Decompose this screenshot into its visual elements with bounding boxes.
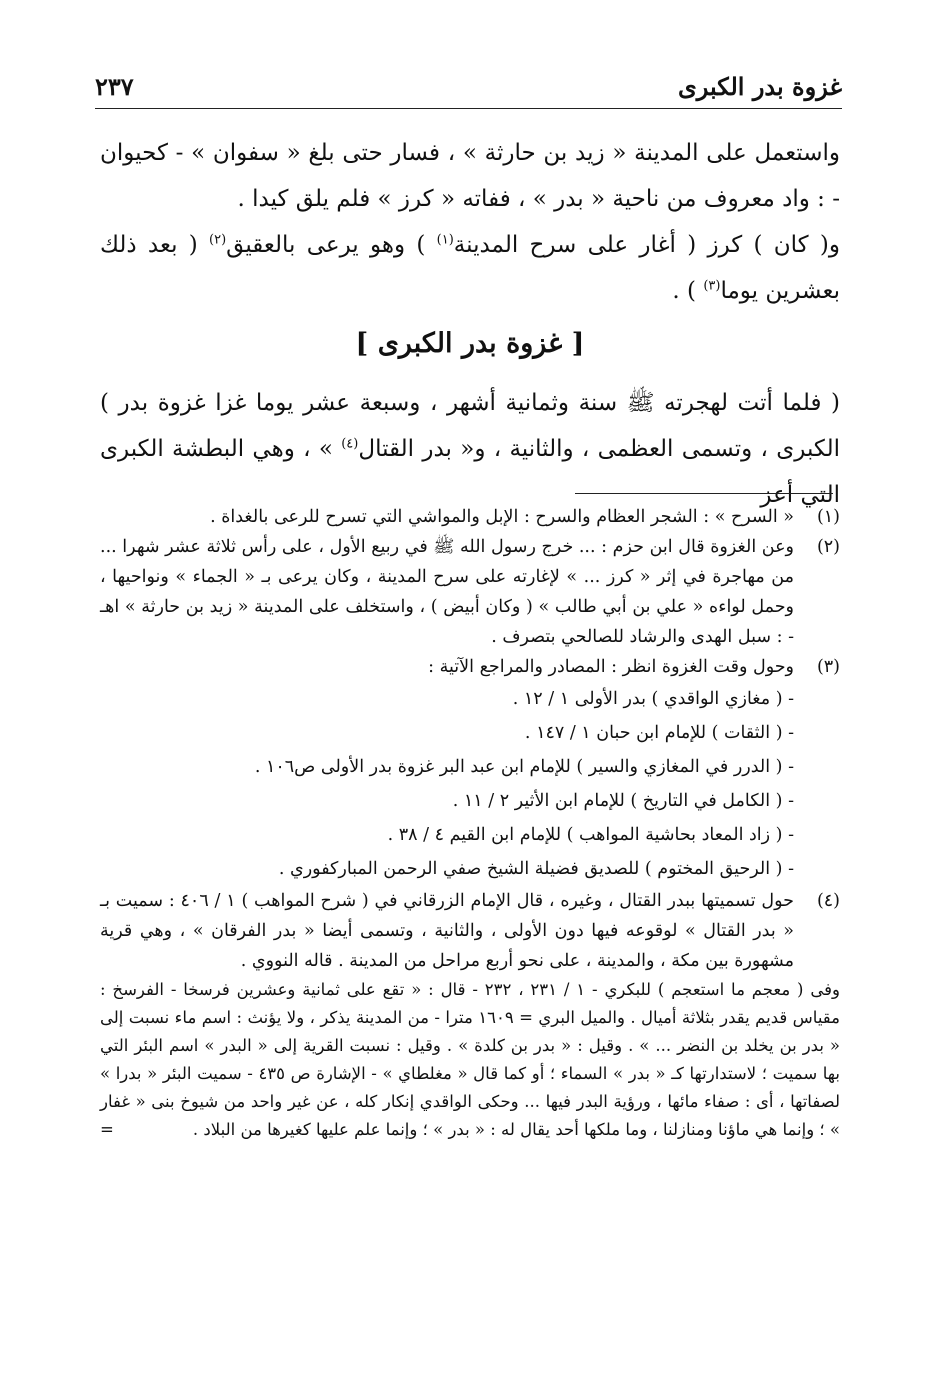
paragraph-3: [100, 380, 840, 518]
section-title: [ غزوة بدر الكبرى ]: [355, 328, 585, 359]
footnote-intro: وحول وقت الغزوة انظر : المصادر والمراجع الآتية :: [428, 657, 794, 677]
reference-list: [100, 682, 794, 886]
reference-item: - ( الكامل في التاريخ ) للإمام ابن الأثير ٢ / ١١ .: [452, 791, 794, 811]
running-title: غزوة بدر الكبرى: [677, 72, 842, 101]
header-divider: [95, 108, 842, 109]
paragraph-2-part-d: ) .: [672, 278, 704, 304]
footnote-text-a: حول تسميتها ببدر القتال ، وغيره ، قال الإمام الزرقاني في ( شرح المواهب ) ١ / ٤٠٦ : سميت بـ « بدر القتال » لوقوعه فيها دون الأولى ، والثانية ، وتسمى أيضا « بدر الفرقان » ، وهي قرية مشهورة بين مكة ، والمدينة ، على نحو أربع مراحل من المدينة . قاله النووي .: [100, 891, 794, 971]
footnote-text-b: وفى ( معجم ما استعجم ) للبكري - ١ / ٢٣١ ، ٢٣٢ - قال : « تقع على ثمانية وعشرين فرسخا - الفرسخ : مقياس قديم يقدر بثلاثة أميال . والميل البري = ١٦٠٩ مترا - من المدينة يذكر ، ولا يؤنث : اسم ماء نسبت إلى « بدر بن يخلد بن النضر ... » . وقيل : « بدر بن كلدة » . وقيل : نسبت القرية إلى « البدر » اسم البئر التي بها سميت ؛ لاستدارتها كـ « بدر » السماء ؛ أو كما قال « مغلطاي » - الإشارة ص ٤٣٥ - سميت البئر « بدرا » لصفاتها ، أى : صفاء مائها ، ورؤية البدر فيها ... وحكى الواقدي إنكار كله ، عن غير واحد من شيوخ بنى « غفار » ؛ وإنما هي ماؤنا ومنازلنا ، وما ملكها أحد يقال له : « بدر » ؛ وإنما علم عليها كغيرها من البلاد .: [100, 980, 841, 1139]
footnote-text: وعن الغزوة قال ابن حزم : ... خرج رسول الله ﷺ في ربيع الأول ، على رأس ثلاثة عشر شهرا ... من مهاجرة في إثر « كرز ... » لإغارته على سرح المدينة ، وكان يرعى بـ « الجماء » ونواحيها ، وحمل لواءه « علي بن أبي طالب » ( وكان أبيض ) ، واستخلف على المدينة « زيد بن حارثة » اهـ - : سبل الهدى والرشاد للصالحي بتصرف .: [100, 537, 794, 647]
reference-item: - ( مغازي الواقدي ) بدر الأولى ١ / ١٢ .: [512, 689, 794, 709]
footnotes: [100, 502, 840, 1144]
paragraph-3-part-b: » ، وهي البطشة الكبرى التي أعز: [100, 436, 840, 508]
footnote-text: « السرح » : الشجر العظام والسرح : الإبل والمواشي التي تسرح للرعى بالغداة .: [210, 507, 794, 527]
reference-item: - ( الرحيق المختوم ) للصديق فضيلة الشيخ صفي الرحمن المباركفوري .: [278, 859, 794, 879]
paragraph-2: [100, 222, 840, 314]
footnote-1: [100, 502, 840, 532]
page-header: [95, 72, 842, 106]
paragraph-1: واستعمل على المدينة « زيد بن حارثة » ، فسار حتى بلغ « سفوان » - كحيوان - : واد معروف من ناحية « بدر » ، ففاته « كرز » فلم يلق كيدا .: [100, 140, 840, 212]
paragraph-2-part-b: ) وهو يرعى بالعقيق: [226, 232, 437, 258]
footnote-ref-2: (٢): [209, 232, 227, 248]
footnote-ref-1: (١): [436, 232, 454, 248]
footnote-3: [100, 652, 840, 886]
footnote-2: [100, 532, 840, 652]
reference-item: - ( زاد المعاد بحاشية المواهب ) للإمام ابن القيم ٤ / ٣٨ .: [387, 825, 794, 845]
continuation-mark: =: [100, 1120, 114, 1139]
page-number: ٢٣٧: [95, 72, 134, 101]
footnote-number: (٤): [816, 891, 840, 911]
footnote-divider: [575, 493, 833, 494]
reference-item: - ( الثقات ) للإمام ابن حبان ١ / ١٤٧ .: [524, 723, 794, 743]
footnote-number: (١): [816, 507, 840, 527]
paragraph-2-part-a: و( كان ) كرز ( أغار على سرح المدينة: [453, 232, 840, 258]
footnote-4: [100, 886, 840, 976]
footnote-number: (٣): [816, 657, 840, 677]
reference-item: - ( الدرر في المغازي والسير ) للإمام ابن عبد البر غزوة بدر الأولى ص١٠٦ .: [254, 757, 794, 777]
footnote-number: (٢): [816, 537, 840, 557]
paragraph-3-part-a: ( فلما أتت لهجرته ﷺ سنة وثمانية أشهر ، وسبعة عشر يوما غزا غزوة بدر ) الكبرى ، وتسمى العظمى ، والثانية ، و« بدر القتال: [100, 390, 841, 462]
footnote-ref-4: (٤): [341, 436, 359, 452]
footnote-ref-3: (٣): [703, 278, 721, 294]
paragraph-2-part-c: ( بعد ذلك بعشرين يوما: [100, 232, 840, 304]
footnote-4-continued: [100, 976, 840, 1144]
